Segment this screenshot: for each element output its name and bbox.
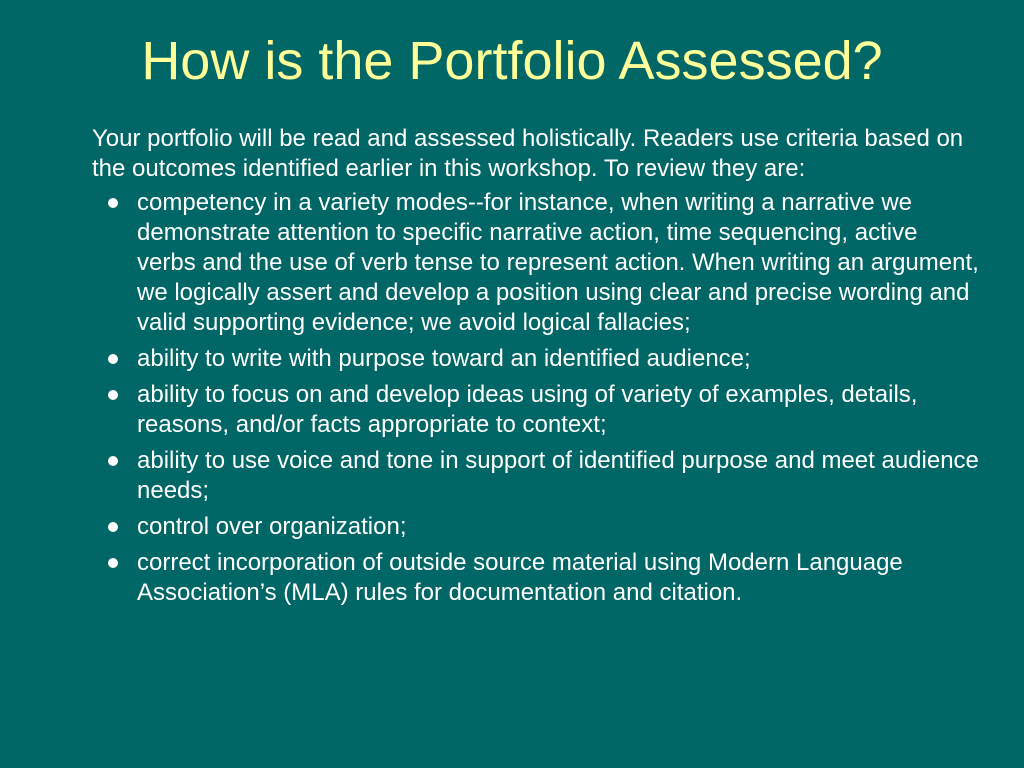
list-item [92,512,982,542]
list-item [92,188,982,338]
list-item [92,344,982,374]
bullet-dot-icon [108,456,118,466]
list-item-text: ability to focus on and develop ideas using of variety of examples, details, reasons, and/or facts appropriate to context; [137,381,918,438]
bullet-dot-icon [108,390,118,400]
bullet-dot-icon [108,198,118,208]
bullet-dot-icon [108,558,118,568]
list-item-text: ability to write with purpose toward an identified audience; [137,345,751,372]
slide-title: How is the Portfolio Assessed? [141,31,883,91]
list-item-text: ability to use voice and tone in support of identified purpose and meet audience needs; [137,447,979,504]
intro-paragraph: Your portfolio will be read and assessed holistically. Readers use criteria based on the outcomes identified earlier in this workshop. To review they are: [92,125,964,182]
list-item [92,548,982,608]
list-item-text: correct incorporation of outside source material using Modern Language Association’s (MLA) rules for documentation and citation. [137,549,903,606]
list-item-text: control over organization; [137,513,407,540]
list-item-text: competency in a variety modes--for instance, when writing a narrative we demonstrate attention to specific narrative action, time sequencing, active verbs and the use of verb tense to represent action. When writing an argument, we logically assert and develop a position using clear and precise wording and valid supporting evidence; we avoid logical fallacies; [137,189,979,336]
list-item [92,380,982,440]
slide-body [92,124,982,614]
criteria-list [92,188,982,608]
bullet-dot-icon [108,354,118,364]
bullet-dot-icon [108,522,118,532]
list-item [92,446,982,506]
